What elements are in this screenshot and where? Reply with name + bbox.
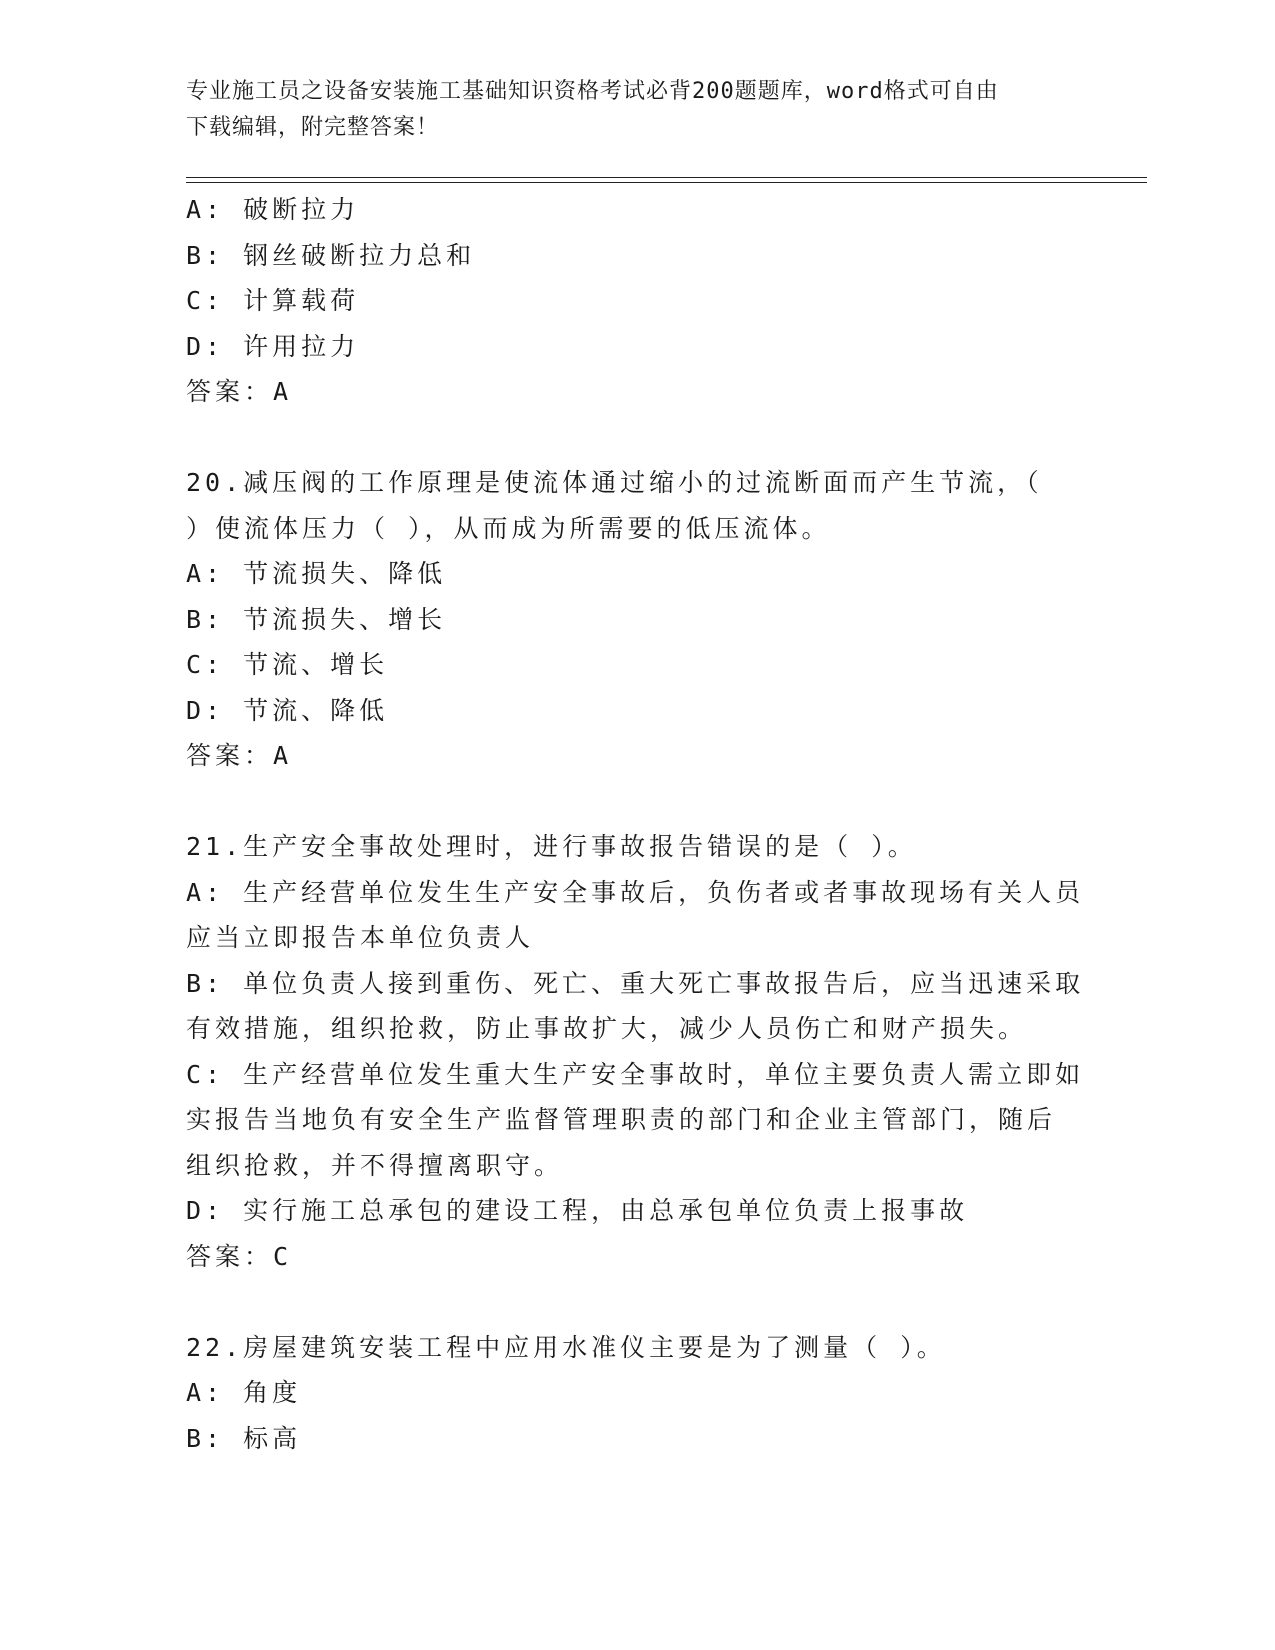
- question-list: [186, 187, 1085, 1461]
- option-b: B: 单位负责人接到重伤、死亡、重大死亡事故报告后，应当迅速采取: [186, 968, 1085, 998]
- option-d: D: 节流、降低: [186, 695, 389, 725]
- question-stem: ）使流体压力（ ），从而成为所需要的低压流体。: [186, 513, 831, 543]
- option-d: D: 实行施工总承包的建设工程，由总承包单位负责上报事故: [186, 1196, 969, 1225]
- option-c-continued: 组织抢救，并不得擅离职守。: [186, 1150, 564, 1180]
- option-b: B: 钢丝破断拉力总和: [186, 240, 476, 270]
- option-c: C: 节流、增长: [186, 650, 389, 679]
- answer: 答案：C: [186, 1241, 293, 1271]
- option-a: A: 角度: [186, 1378, 302, 1407]
- question-stem: 22.房屋建筑安装工程中应用水准仪主要是为了测量（ ）。: [186, 1332, 946, 1362]
- header-divider: [186, 177, 1147, 183]
- question-stem: 20.减压阀的工作原理是使流体通过缩小的过流断面而产生节流，（: [186, 468, 1043, 497]
- option-a: A: 节流损失、降低: [186, 559, 447, 588]
- question-21: [186, 824, 1085, 1279]
- option-b-continued: 有效措施，组织抢救，防止事故扩大，减少人员伤亡和财产损失。: [186, 1014, 1028, 1043]
- answer: 答案：A: [186, 741, 293, 770]
- document-header: [186, 74, 1066, 146]
- option-d: D: 许用拉力: [186, 331, 360, 361]
- header-line-2: 下载编辑，附完整答案！: [186, 115, 440, 140]
- option-b: B: 标高: [186, 1423, 302, 1453]
- question-stem: 21.生产安全事故处理时，进行事故报告错误的是（ ）。: [186, 832, 917, 861]
- option-c-continued: 实报告当地负有安全生产监督管理职责的部门和企业主管部门，随后: [186, 1105, 1057, 1134]
- option-a: A: 破断拉力: [186, 195, 360, 224]
- option-b: B: 节流损失、增长: [186, 604, 447, 634]
- question-19: [186, 187, 1066, 415]
- option-a-continued: 应当立即报告本单位负责人: [186, 923, 535, 952]
- question-20: [186, 460, 1066, 779]
- header-line-1: 专业施工员之设备安装施工基础知识资格考试必背200题题库，word格式可自由: [186, 79, 999, 104]
- option-c: C: 生产经营单位发生重大生产安全事故时，单位主要负责人需立即如: [186, 1059, 1085, 1089]
- option-c: C: 计算载荷: [186, 286, 360, 315]
- option-a: A: 生产经营单位发生生产安全事故后，负伤者或者事故现场有关人员: [186, 877, 1085, 907]
- question-22: [186, 1325, 1066, 1462]
- answer: 答案：A: [186, 377, 293, 406]
